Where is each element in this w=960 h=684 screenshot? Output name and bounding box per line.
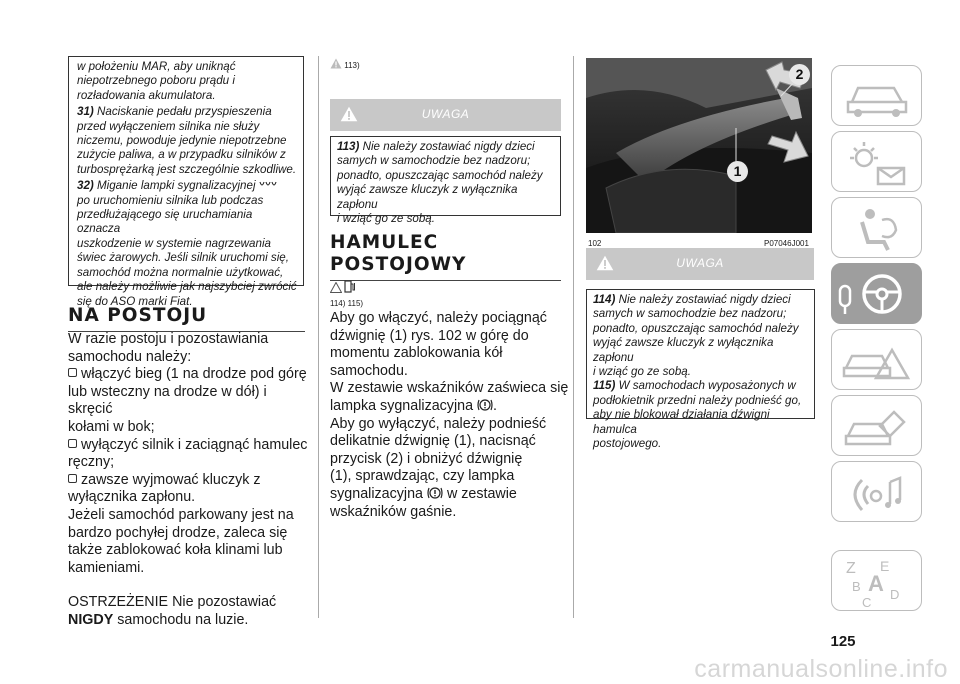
section-hamulec <box>330 232 561 281</box>
tab-maintenance[interactable] <box>831 395 922 456</box>
intro-paragraph: W razie postoju i pozostawiania samochodu należy: <box>68 331 269 365</box>
airbag-seat-icon <box>832 198 923 259</box>
uwaga-band <box>586 248 814 280</box>
tab-lights-warnings[interactable] <box>831 131 922 192</box>
page-number: 125 <box>830 633 856 650</box>
lights-warning-icon <box>832 132 923 193</box>
index-letter: D <box>890 587 900 602</box>
tab-multimedia[interactable] <box>831 461 922 522</box>
neutral-warning: OSTRZEŻENIE Nie pozostawiać NIGDY samochodu na luzie. <box>68 594 277 628</box>
checkbox-bullet-icon <box>68 368 77 377</box>
section-title-hamulec: HAMULEC POSTOJOWY <box>330 232 467 275</box>
na-postoju-body <box>68 331 308 630</box>
hamulec-refs: 114) 115) <box>330 280 363 304</box>
bullet-item: włączyć bieg (1 na drodze pod górę lub wsteczny na drodze w dół) i skręcić kołami w bok; <box>68 366 307 435</box>
uwaga-title: UWAGA <box>421 107 470 121</box>
bullet-item: wyłączyć silnik i zaciągnąć hamulec ręczny; <box>68 436 308 471</box>
tab-emergency[interactable] <box>831 329 922 390</box>
figure-code: P07046J001 <box>764 239 809 248</box>
notes-box <box>68 56 304 308</box>
car-overview-icon <box>832 66 923 127</box>
index-letter: E <box>880 558 890 574</box>
media-nav-icon <box>832 462 923 523</box>
section-na-postoju <box>68 305 305 332</box>
brake-warning-icon <box>427 486 443 500</box>
warning-triangle-icon <box>330 58 342 69</box>
tab-safety[interactable] <box>831 197 922 258</box>
bullet-item: zawsze wyjmować kluczyk z wyłącznika zapłonu. <box>68 471 261 506</box>
note-31: 31) Naciskanie pedału przyspieszenia przed wyłączeniem silnika nie służy niczemu, powoduje jedynie niepotrzebne zużycie paliwa, a w przypadku silników z turbosprężarką jest szczególnie szkodliwe. <box>77 105 297 176</box>
callout-1: 1 <box>727 161 748 182</box>
uwaga-band <box>330 99 561 131</box>
note-32: 32) Miganie lampki sygnalizacyjnej po uruchomieniu silnika lub podczas przedłużającego się uruchamiania oznacza uszkodzenie w systemie nagrzewania świec żarowych. Jeśli silnik uruchomi się, samochód można normalnie użytkować, ale należy możliwie jak najszybciej zwrócić się do ASO marki Fiat. <box>77 179 297 308</box>
handbrake-illustration <box>586 58 812 233</box>
brake-warning-icon <box>477 398 493 412</box>
fuel-pump-icon <box>344 280 356 293</box>
index-letter: C <box>862 595 872 610</box>
checkbox-bullet-icon <box>68 474 77 483</box>
warning-ref-top: 113) <box>330 58 360 70</box>
index-letter: A <box>868 571 884 596</box>
warning-114-115-box: 114) Nie należy zostawiać nigdy dzieci samych w samochodzie bez nadzoru; ponadto, opuszczając samochód należy wyjąć zawsze kluczyk z wyłącznika zapłonu i wziąć go ze sobą. 115) W samochodach wyposażonych w podłokietnik przedni należy podnieść go, aby nie blokował działania dźwigni hamulca postojowego. <box>586 289 815 419</box>
checkbox-bullet-icon <box>68 439 77 448</box>
glow-plug-icon <box>259 180 277 189</box>
figure-number: 102 <box>588 239 602 248</box>
tab-starting-driving[interactable] <box>831 263 922 324</box>
tab-index[interactable] <box>831 550 922 611</box>
maintenance-icon <box>832 396 923 457</box>
index-letter: B <box>852 579 861 594</box>
watermark: carmanualsonline.info <box>694 655 948 683</box>
tab-car-overview[interactable] <box>831 65 922 126</box>
warning-113-box: 113) Nie należy zostawiać nigdy dzieci samych w samochodzie bez nadzoru; ponadto, opuszczając samochód należy wyjąć zawsze kluczyk z wyłącznika zapłonu i wziąć go ze sobą. <box>330 136 561 216</box>
section-title-na-postoju: NA POSTOJU <box>68 305 208 326</box>
uwaga-title: UWAGA <box>676 256 724 270</box>
hamulec-body: Aby go włączyć, należy pociągnąć dźwignię (1) rys. 102 w górę do momentu zablokowania kół samochodu. W zestawie wskaźników zaświeca się lampka sygnalizacyjna . Aby go wyłączyć, należy podnieść delikatnie dźwignię (1), nacisnąć przycisk (2) i obniżyć dźwignię (1), sprawdzając, czy lampka sygnalizacyjna w zestawie wskaźników gaśnie. <box>330 310 569 520</box>
index-letters-icon <box>832 551 923 612</box>
emergency-icon <box>832 330 923 391</box>
column-divider <box>318 56 319 618</box>
intro-note: w położeniu MAR, aby uniknąć niepotrzebnego poboru prądu i rozładowania akumulatora. <box>77 60 236 102</box>
steering-wheel-key-icon <box>832 264 923 325</box>
handbrake-photo <box>586 58 812 233</box>
slope-paragraph: Jeżeli samochód parkowany jest na bardzo pochyłej drodze, zaleca się także zablokować koła klinami lub kamieniami. <box>68 506 294 576</box>
title-rule <box>330 280 561 281</box>
callout-2: 2 <box>789 64 810 85</box>
column-divider <box>573 56 574 618</box>
warning-triangle-icon <box>330 282 342 293</box>
index-letter: Z <box>846 560 856 577</box>
